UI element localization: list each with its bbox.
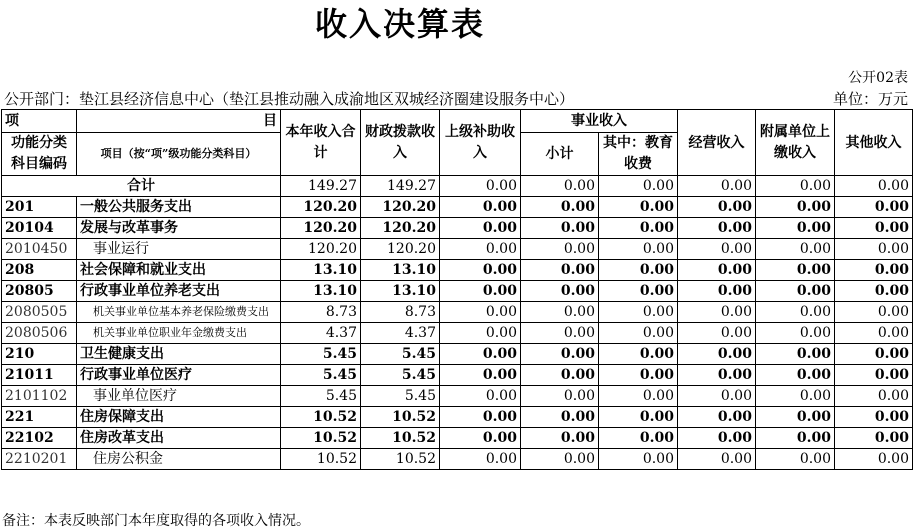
row-value: 0.00 bbox=[521, 323, 599, 344]
row-value: 120.20 bbox=[281, 197, 361, 218]
row-value: 0.00 bbox=[440, 260, 521, 281]
table-row bbox=[2, 407, 913, 428]
row-value: 0.00 bbox=[835, 239, 913, 260]
header-other: 其他收入 bbox=[835, 110, 913, 176]
row-name: 发展与改革事务 bbox=[77, 218, 281, 239]
total-cell: 0.00 bbox=[521, 176, 599, 197]
row-value: 0.00 bbox=[440, 281, 521, 302]
row-code: 22102 bbox=[2, 428, 77, 449]
row-value: 0.00 bbox=[440, 197, 521, 218]
header-shiye: 事业收入 bbox=[521, 110, 678, 133]
row-value: 0.00 bbox=[521, 260, 599, 281]
row-value: 0.00 bbox=[521, 239, 599, 260]
row-value: 0.00 bbox=[440, 323, 521, 344]
row-name: 卫生健康支出 bbox=[77, 344, 281, 365]
row-value: 0.00 bbox=[835, 260, 913, 281]
row-value: 5.45 bbox=[361, 365, 440, 386]
row-name: 机关事业单位基本养老保险缴费支出 bbox=[77, 302, 281, 323]
row-value: 0.00 bbox=[678, 428, 756, 449]
table-row bbox=[2, 449, 913, 470]
row-value: 0.00 bbox=[599, 239, 678, 260]
total-cell: 0.00 bbox=[440, 176, 521, 197]
row-value: 5.45 bbox=[281, 386, 361, 407]
total-cell: 0.00 bbox=[599, 176, 678, 197]
row-value: 0.00 bbox=[678, 407, 756, 428]
footnote: 备注：本表反映部门本年度取得的各项收入情况。 bbox=[2, 513, 310, 529]
row-name: 社会保障和就业支出 bbox=[77, 260, 281, 281]
row-value: 0.00 bbox=[756, 197, 835, 218]
table-row bbox=[2, 218, 913, 239]
row-value: 0.00 bbox=[756, 386, 835, 407]
row-value: 10.52 bbox=[281, 428, 361, 449]
row-value: 0.00 bbox=[440, 386, 521, 407]
header-name: 项目（按“项”级功能分类科目） bbox=[77, 133, 281, 176]
row-value: 0.00 bbox=[756, 218, 835, 239]
total-cell: 0.00 bbox=[756, 176, 835, 197]
header-subtotal: 小计 bbox=[521, 133, 599, 176]
row-code: 20104 bbox=[2, 218, 77, 239]
form-code: 公开02表 bbox=[848, 70, 908, 86]
row-value: 0.00 bbox=[521, 197, 599, 218]
row-value: 0.00 bbox=[521, 407, 599, 428]
row-value: 0.00 bbox=[521, 449, 599, 470]
row-code: 21011 bbox=[2, 365, 77, 386]
row-code: 2080505 bbox=[2, 302, 77, 323]
row-value: 0.00 bbox=[756, 281, 835, 302]
row-name: 住房保障支出 bbox=[77, 407, 281, 428]
page-title: 收入决算表 bbox=[314, 5, 485, 43]
row-value: 0.00 bbox=[756, 302, 835, 323]
row-value: 10.52 bbox=[361, 428, 440, 449]
row-value: 0.00 bbox=[599, 365, 678, 386]
table-row bbox=[2, 197, 913, 218]
row-value: 0.00 bbox=[678, 197, 756, 218]
row-value: 0.00 bbox=[440, 302, 521, 323]
row-value: 0.00 bbox=[599, 407, 678, 428]
unit-label: 单位：万元 bbox=[832, 90, 908, 108]
total-label: 合计 bbox=[2, 176, 281, 197]
row-value: 0.00 bbox=[521, 218, 599, 239]
row-value: 0.00 bbox=[678, 239, 756, 260]
row-value: 10.52 bbox=[361, 407, 440, 428]
header-xiang: 项 bbox=[2, 110, 77, 133]
row-value: 0.00 bbox=[835, 386, 913, 407]
table-row bbox=[2, 281, 913, 302]
row-value: 120.20 bbox=[361, 218, 440, 239]
row-value: 0.00 bbox=[756, 365, 835, 386]
header-upper: 上级补助收入 bbox=[440, 110, 521, 176]
row-code: 201 bbox=[2, 197, 77, 218]
total-cell: 0.00 bbox=[678, 176, 756, 197]
row-value: 0.00 bbox=[678, 449, 756, 470]
row-name: 事业单位医疗 bbox=[77, 386, 281, 407]
row-code: 20805 bbox=[2, 281, 77, 302]
row-value: 0.00 bbox=[756, 428, 835, 449]
row-value: 0.00 bbox=[599, 281, 678, 302]
total-row bbox=[2, 176, 913, 197]
row-value: 13.10 bbox=[361, 260, 440, 281]
row-value: 0.00 bbox=[756, 407, 835, 428]
table-row bbox=[2, 344, 913, 365]
table-row bbox=[2, 386, 913, 407]
row-value: 0.00 bbox=[521, 428, 599, 449]
row-code: 2101102 bbox=[2, 386, 77, 407]
row-code: 210 bbox=[2, 344, 77, 365]
table-row bbox=[2, 302, 913, 323]
row-value: 0.00 bbox=[835, 428, 913, 449]
row-value: 4.37 bbox=[281, 323, 361, 344]
header-fiscal: 财政拨款收入 bbox=[361, 110, 440, 176]
row-value: 0.00 bbox=[756, 239, 835, 260]
row-value: 10.52 bbox=[281, 449, 361, 470]
row-value: 0.00 bbox=[835, 344, 913, 365]
row-value: 0.00 bbox=[440, 428, 521, 449]
row-value: 0.00 bbox=[599, 323, 678, 344]
row-value: 0.00 bbox=[835, 281, 913, 302]
row-value: 0.00 bbox=[521, 344, 599, 365]
table-row bbox=[2, 323, 913, 344]
row-value: 0.00 bbox=[678, 302, 756, 323]
row-code: 208 bbox=[2, 260, 77, 281]
header-operating: 经营收入 bbox=[678, 110, 756, 176]
row-value: 0.00 bbox=[521, 365, 599, 386]
total-cell: 0.00 bbox=[835, 176, 913, 197]
row-value: 13.10 bbox=[281, 260, 361, 281]
row-value: 0.00 bbox=[756, 449, 835, 470]
row-value: 0.00 bbox=[678, 260, 756, 281]
row-value: 5.45 bbox=[281, 365, 361, 386]
row-code: 2210201 bbox=[2, 449, 77, 470]
row-value: 10.52 bbox=[361, 449, 440, 470]
header-code: 功能分类科目编码 bbox=[2, 133, 77, 176]
table-row bbox=[2, 260, 913, 281]
row-code: 221 bbox=[2, 407, 77, 428]
row-code: 2080506 bbox=[2, 323, 77, 344]
income-table bbox=[1, 109, 913, 470]
row-value: 0.00 bbox=[756, 260, 835, 281]
row-name: 机关事业单位职业年金缴费支出 bbox=[77, 323, 281, 344]
row-value: 120.20 bbox=[361, 239, 440, 260]
row-value: 0.00 bbox=[440, 365, 521, 386]
row-value: 0.00 bbox=[835, 218, 913, 239]
row-name: 住房公积金 bbox=[77, 449, 281, 470]
header-total: 本年收入合计 bbox=[281, 110, 361, 176]
row-value: 0.00 bbox=[678, 323, 756, 344]
table-row bbox=[2, 428, 913, 449]
row-value: 0.00 bbox=[521, 386, 599, 407]
row-value: 5.45 bbox=[361, 386, 440, 407]
row-value: 0.00 bbox=[521, 281, 599, 302]
row-value: 0.00 bbox=[599, 449, 678, 470]
header-edu: 其中：教育收费 bbox=[599, 133, 678, 176]
row-name: 住房改革支出 bbox=[77, 428, 281, 449]
row-value: 0.00 bbox=[835, 302, 913, 323]
row-value: 10.52 bbox=[281, 407, 361, 428]
row-value: 0.00 bbox=[599, 197, 678, 218]
row-value: 120.20 bbox=[361, 197, 440, 218]
row-value: 0.00 bbox=[678, 386, 756, 407]
row-value: 13.10 bbox=[281, 281, 361, 302]
table-row bbox=[2, 239, 913, 260]
row-value: 120.20 bbox=[281, 218, 361, 239]
row-value: 0.00 bbox=[599, 428, 678, 449]
total-cell: 149.27 bbox=[281, 176, 361, 197]
row-value: 0.00 bbox=[756, 323, 835, 344]
row-value: 8.73 bbox=[281, 302, 361, 323]
row-value: 5.45 bbox=[361, 344, 440, 365]
row-value: 0.00 bbox=[521, 302, 599, 323]
header-affiliated: 附属单位上缴收入 bbox=[756, 110, 835, 176]
row-value: 0.00 bbox=[835, 323, 913, 344]
row-value: 0.00 bbox=[835, 449, 913, 470]
row-value: 0.00 bbox=[599, 218, 678, 239]
row-value: 0.00 bbox=[440, 344, 521, 365]
row-value: 0.00 bbox=[440, 407, 521, 428]
table-row bbox=[2, 365, 913, 386]
row-name: 一般公共服务支出 bbox=[77, 197, 281, 218]
row-value: 0.00 bbox=[835, 197, 913, 218]
row-name: 行政事业单位医疗 bbox=[77, 365, 281, 386]
row-value: 0.00 bbox=[678, 344, 756, 365]
header-mu: 目 bbox=[77, 110, 281, 133]
row-name: 事业运行 bbox=[77, 239, 281, 260]
row-code: 2010450 bbox=[2, 239, 77, 260]
row-value: 4.37 bbox=[361, 323, 440, 344]
row-value: 13.10 bbox=[361, 281, 440, 302]
row-value: 0.00 bbox=[440, 449, 521, 470]
total-cell: 149.27 bbox=[361, 176, 440, 197]
row-name: 行政事业单位养老支出 bbox=[77, 281, 281, 302]
row-value: 0.00 bbox=[599, 260, 678, 281]
row-value: 0.00 bbox=[835, 365, 913, 386]
row-value: 0.00 bbox=[678, 365, 756, 386]
row-value: 0.00 bbox=[678, 218, 756, 239]
row-value: 0.00 bbox=[440, 218, 521, 239]
row-value: 0.00 bbox=[678, 281, 756, 302]
row-value: 8.73 bbox=[361, 302, 440, 323]
row-value: 0.00 bbox=[440, 239, 521, 260]
row-value: 0.00 bbox=[599, 302, 678, 323]
row-value: 0.00 bbox=[756, 344, 835, 365]
row-value: 120.20 bbox=[281, 239, 361, 260]
row-value: 0.00 bbox=[835, 407, 913, 428]
row-value: 5.45 bbox=[281, 344, 361, 365]
row-value: 0.00 bbox=[599, 386, 678, 407]
department-label: 公开部门：垫江县经济信息中心（垫江县推动融入成渝地区双城经济圈建设服务中心） bbox=[4, 90, 575, 108]
row-value: 0.00 bbox=[599, 344, 678, 365]
